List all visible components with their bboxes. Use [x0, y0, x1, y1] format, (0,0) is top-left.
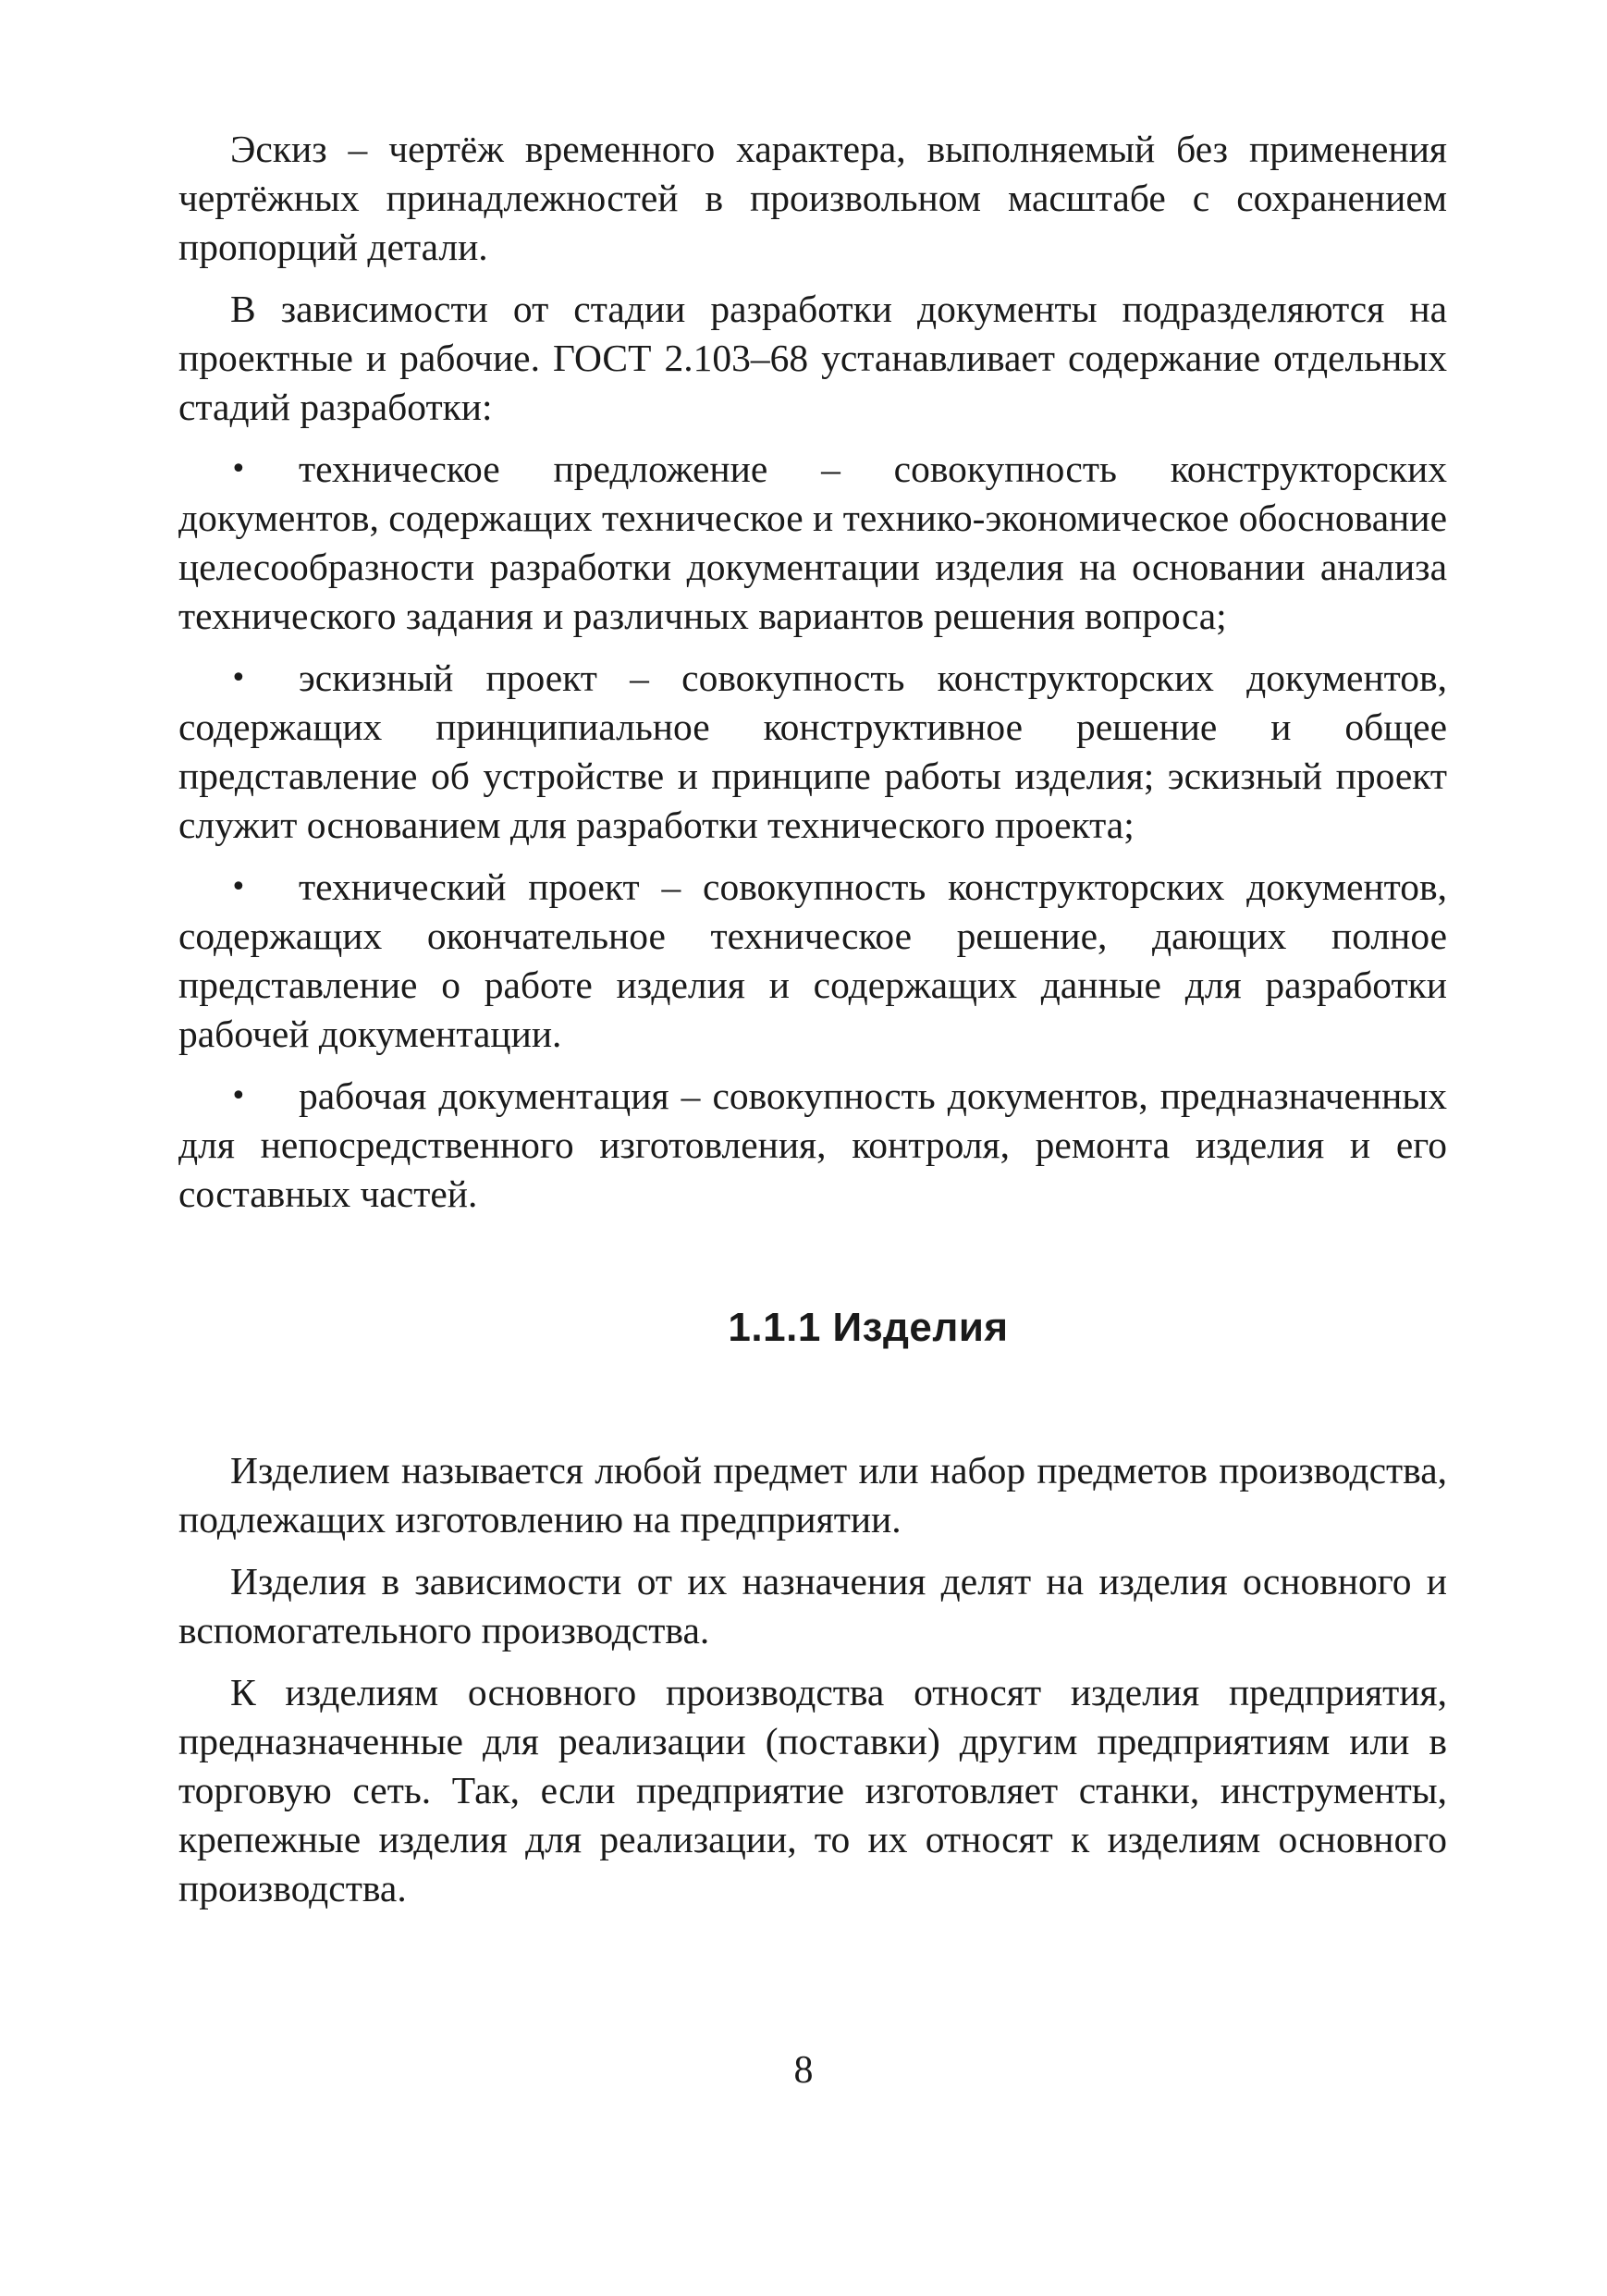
bullet-icon: •	[230, 453, 247, 485]
bullet-item	[178, 654, 1447, 850]
bullet-icon: •	[230, 871, 247, 903]
page-number: 8	[793, 2049, 814, 2092]
paragraph-product-definition: Изделием называется любой предмет или набор предметов производства, подлежащих изготовлению на предприятии.	[178, 1449, 1447, 1541]
section-heading: 1.1.1 Изделия	[728, 1305, 1009, 1350]
bullet-text: эскизный проект – совокупность конструкторских документов, содержащих принципиальное конструктивное решение и общее представление об устройстве и принципе работы изделия; эскизный проект служит основанием для разработки технического проекта;	[178, 657, 1447, 846]
bullet-icon: •	[230, 1080, 247, 1112]
bullet-item	[178, 1072, 1447, 1219]
paragraph-development-stages: В зависимости от стадии разработки документы подразделяются на проектные и рабочие. ГОСТ 2.103–68 устанавливает содержание отдельных стадий разработки:	[178, 288, 1447, 428]
bullet-icon: •	[230, 662, 247, 694]
bullet-item	[178, 445, 1447, 641]
document-page	[178, 125, 1447, 1926]
bullet-text: технический проект – совокупность конструкторских документов, содержащих окончательное техническое решение, дающих полное представление о работе изделия и содержащих данные для разработки рабочей документации.	[178, 866, 1447, 1055]
bullet-item	[178, 863, 1447, 1059]
bullet-text: техническое предложение – совокупность конструкторских документов, содержащих техническое и технико-экономическое обоснование целесообразности разработки документации изделия на основании анализа технического задания и различных вариантов решения вопроса;	[178, 448, 1447, 637]
paragraph-sketch-definition: Эскиз – чертёж временного характера, выполняемый без применения чертёжных принадлежностей в произвольном масштабе с сохранением пропорций детали.	[178, 128, 1447, 268]
paragraph-product-types: Изделия в зависимости от их назначения делят на изделия основного и вспомогательного производства.	[178, 1560, 1447, 1651]
paragraph-main-production: К изделиям основного производства относят изделия предприятия, предназначенные для реализации (поставки) другим предприятиям или в торговую сеть. Так, если предприятие изготовляет станки, инструменты, крепежные изделия для реализации, то их относят к изделиям основного производства.	[178, 1671, 1447, 1909]
bullet-text: рабочая документация – совокупность документов, предназначенных для непосредственного изготовления, контроля, ремонта изделия и его составных частей.	[178, 1074, 1447, 1215]
